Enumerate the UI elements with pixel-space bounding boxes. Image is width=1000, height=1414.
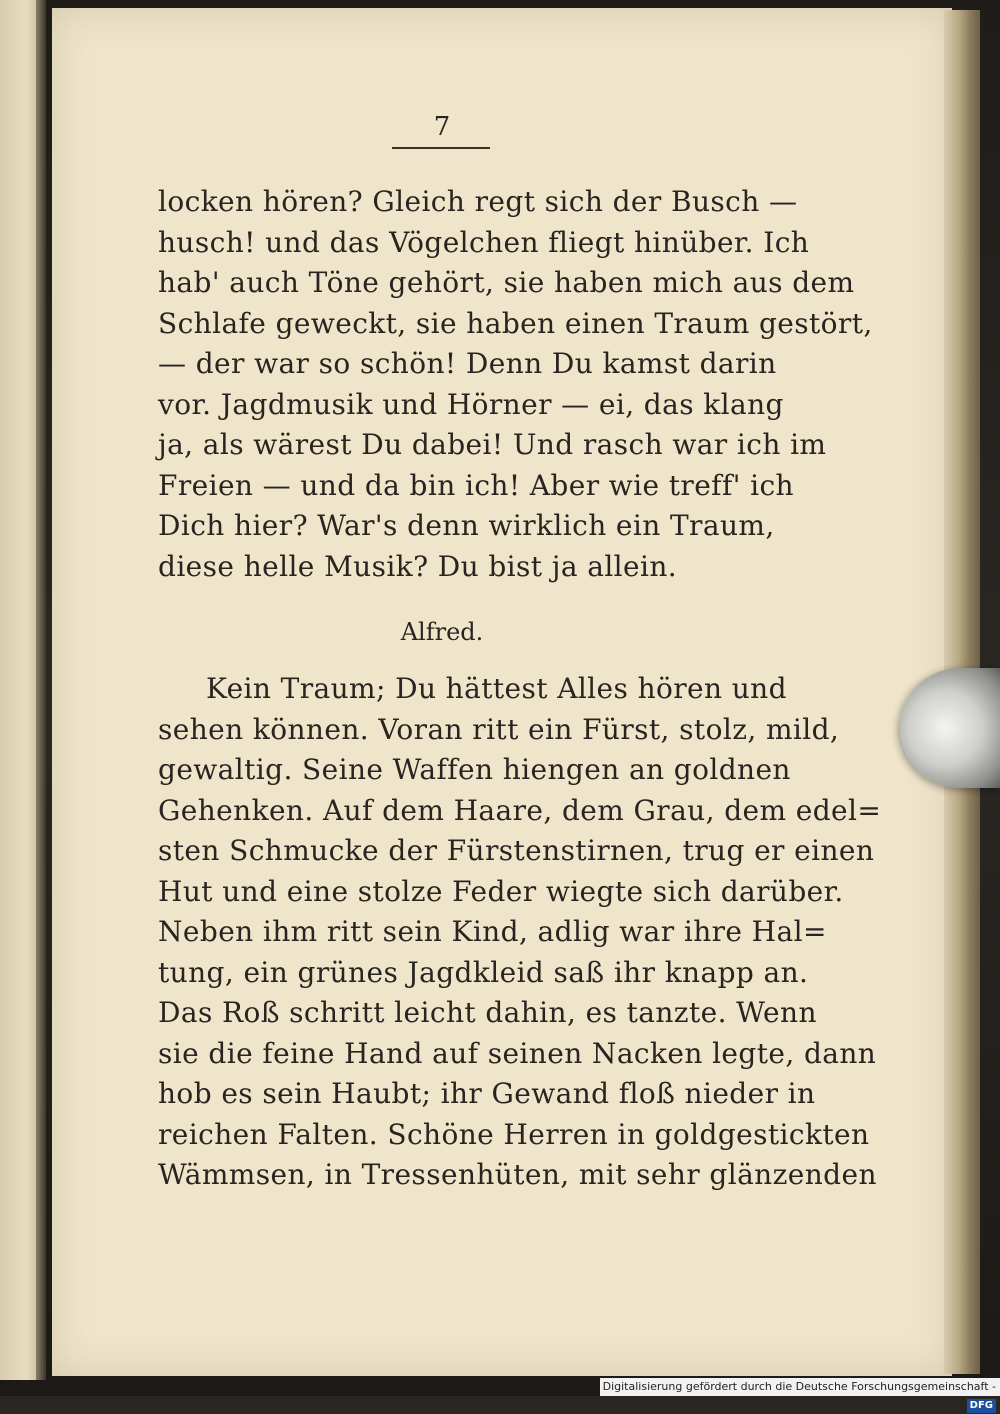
text-line: Kein Traum; Du hättest Alles hören und bbox=[206, 672, 787, 705]
text-line: tung, ein grünes Jagdkleid saß ihr knapp an. bbox=[158, 955, 809, 989]
text-line: vor. Jagdmusik und Hörner — ei, das klang bbox=[158, 387, 784, 421]
paragraph-1 bbox=[158, 182, 873, 587]
paragraph-2 bbox=[158, 669, 882, 1196]
text-line: Gehenken. Auf dem Haare, dem Grau, dem edel= bbox=[158, 793, 882, 827]
text-line: hab' auch Töne gehört, sie haben mich aus dem bbox=[158, 266, 855, 299]
text-line: — der war so schön! Denn Du kamst darin bbox=[158, 347, 777, 380]
text-line: sie die feine Hand auf seinen Nacken legte, dann bbox=[158, 1036, 877, 1070]
text-line: sehen können. Voran ritt ein Fürst, stolz, mild, bbox=[158, 712, 840, 746]
digitization-footer bbox=[600, 1378, 1000, 1411]
text-line: ja, als wärest Du dabei! Und rasch war ich im bbox=[158, 428, 827, 461]
footer-text: Digitalisierung gefördert durch die Deutsche Forschungsgemeinschaft - bbox=[602, 1380, 996, 1393]
text-line: Wämmsen, in Tressenhüten, mit sehr glänzenden bbox=[158, 1158, 877, 1191]
text-line: husch! und das Vögelchen fliegt hinüber. Ich bbox=[158, 225, 810, 259]
book-gutter bbox=[36, 0, 46, 1380]
page-number-rule bbox=[392, 147, 490, 149]
text-line: sten Schmucke der Fürstenstirnen, trug er einen bbox=[158, 834, 875, 867]
text-line: Freien — und da bin ich! Aber wie treff' ich bbox=[158, 468, 794, 502]
text-line: locken hören? Gleich regt sich der Busch — bbox=[158, 185, 798, 218]
text-line: reichen Falten. Schöne Herren in goldgestickten bbox=[158, 1117, 870, 1151]
text-line: Hut und eine stolze Feder wiegte sich darüber. bbox=[158, 874, 844, 908]
text-line: Das Roß schritt leicht dahin, es tanzte. Wenn bbox=[158, 996, 817, 1029]
text-line: Dich hier? War's denn wirklich ein Traum, bbox=[158, 509, 775, 542]
text-line: Schlafe geweckt, sie haben einen Traum gestört, bbox=[158, 306, 873, 340]
page-number: 7 bbox=[433, 112, 451, 142]
text-line: gewaltig. Seine Waffen hiengen an goldnen bbox=[158, 753, 791, 786]
text-line: diese helle Musik? Du bist ja allein. bbox=[158, 549, 678, 583]
text-line: hob es sein Haubt; ihr Gewand floß nieder in bbox=[158, 1077, 816, 1110]
dfg-logo[interactable]: DFG bbox=[967, 1399, 996, 1413]
speaker-name: Alfred. bbox=[400, 618, 484, 646]
text-line: Neben ihm ritt sein Kind, adlig war ihre Hal= bbox=[158, 915, 827, 948]
